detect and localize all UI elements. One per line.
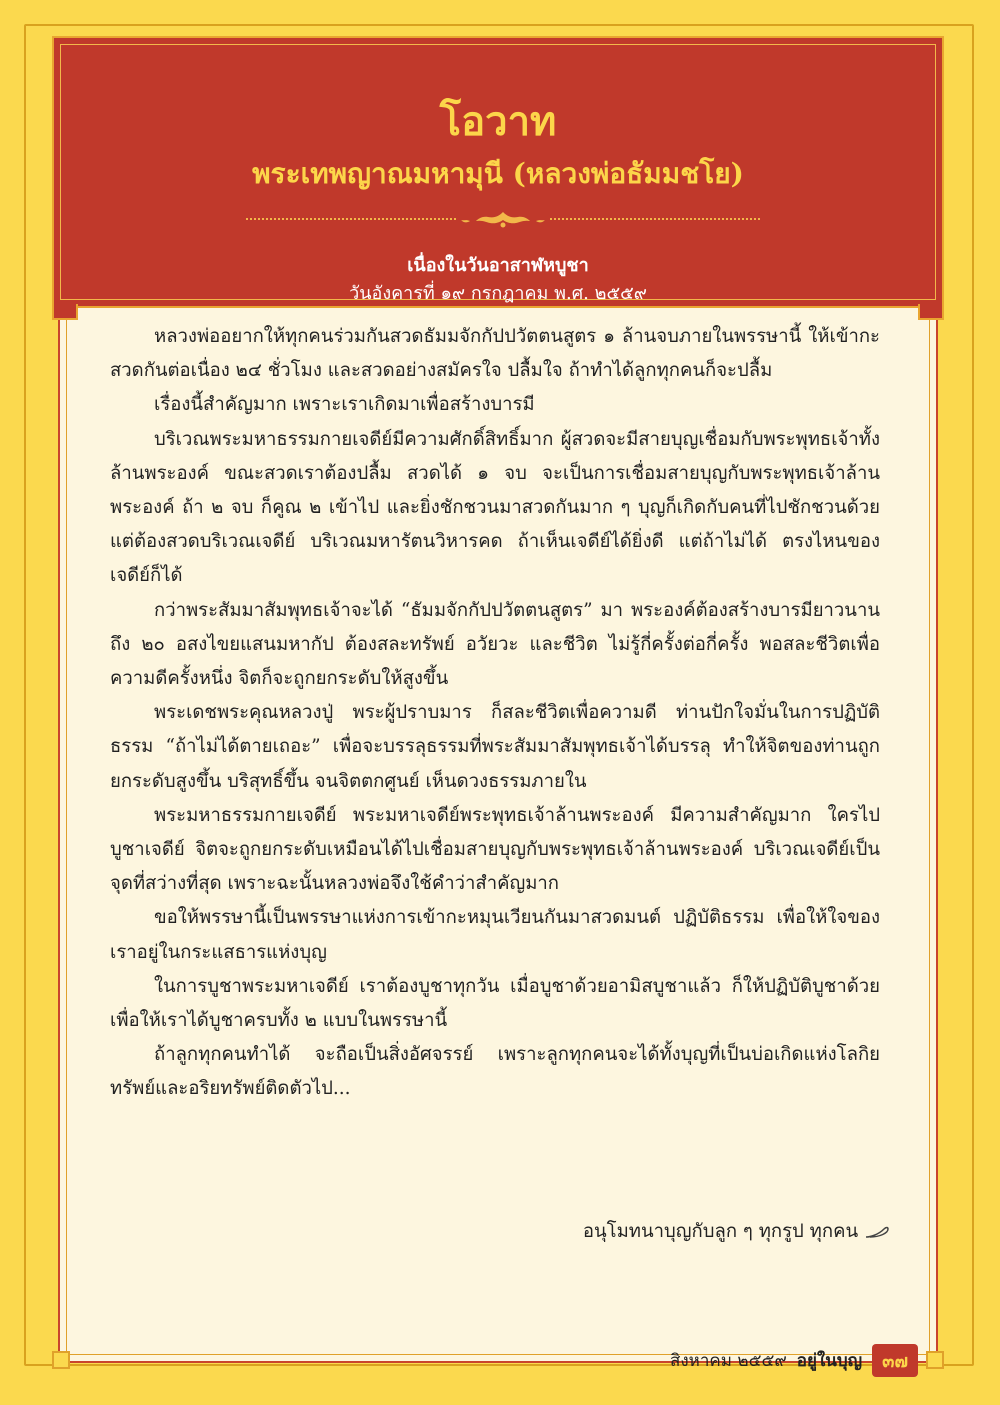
date-line: วันอังคารที่ ๑๙ กรกฎาคม พ.ศ. ๒๕๕๙	[349, 283, 647, 304]
paragraph: พระมหาธรรมกายเจดีย์ พระมหาเจดีย์พระพุทธเจ้าล้านพระองค์ มีความสำคัญมาก ใครไปบูชาเจดีย์ จิตจะถูกยกระดับเหมือนได้ไปเชื่อมสายบุญกับพระพุทธเจ้าล้านพระองค์ บริเวณเจดีย์เป็นจุดที่สว่างที่สุด เพราะฉะนั้นหลวงพ่อจึงใช้คำว่าสำคัญมาก	[110, 804, 880, 895]
sign-off	[583, 1217, 890, 1246]
paragraph: ถ้าลูกทุกคนทำได้ จะถือเป็นสิ่งอัศจรรย์ เพราะลูกทุกคนจะได้ทั้งบุญที่เป็นบ่อเกิดแห่งโลกิยทรัพย์และอริยทรัพย์ติดตัวไป...	[110, 1044, 880, 1100]
paragraph: หลวงพ่ออยากให้ทุกคนร่วมกันสวดธัมมจักกัปปวัตตนสูตร ๑ ล้านจบภายในพรรษานี้ ให้เข้ากะสวดกันต่อเนื่อง ๒๔ ชั่วโมง และสวดอย่างสมัครใจ ปลื้มใจ ถ้าทำได้ลูกทุกคนก็จะปลื้ม	[110, 326, 880, 382]
paragraph: ในการบูชาพระมหาเจดีย์ เราต้องบูชาทุกวัน เมื่อบูชาด้วยอามิสบูชาแล้ว ก็ให้ปฏิบัติบูชาด้วย เพื่อให้เราได้บูชาครบทั้ง ๒ แบบในพรรษานี้	[110, 975, 880, 1032]
end-mark-icon	[864, 1225, 890, 1239]
corner-ornament	[52, 1351, 70, 1369]
paragraph: พระเดชพระคุณหลวงปู่ พระผู้ปราบมาร ก็สละชีวิตเพื่อความดี ท่านปักใจมั่นในการปฏิบัติธรรม “ถ้าไม่ได้ตายเถอะ” เพื่อจะบรรลุธรรมที่พระสัมมาสัมพุทธเจ้าได้บรรลุ ทำให้จิตของท่านถูกยกระดับสูงขึ้น บริสุทธิ์ขึ้น จนจิตตกศูนย์ เห็นดวงธรรมภายใน	[110, 702, 880, 792]
paragraph: บริเวณพระมหาธรรมกายเจดีย์มีความศักดิ์สิทธิ์มาก ผู้สวดจะมีสายบุญเชื่อมกับพระพุทธเจ้าทั้งล้านพระองค์ ขณะสวดเราต้องปลื้ม สวดได้ ๑ จบ จะเป็นการเชื่อมสายบุญกับพระพุทธเจ้าล้านพระองค์ ถ้า ๒ จบ ก็คูณ ๒ เข้าไป และยิ่งชักชวนมาสวดกันมาก ๆ บุญก็เกิดกับคนที่ไปชักชวนด้วย แต่ต้องสวดบริเวณเจดีย์ บริเวณมหารัตนวิหารคด ถ้าเห็นเจดีย์ได้ยิ่งดี แต่ถ้าไม่ได้ ตรงไหนของเจดีย์ก็ได้	[110, 428, 880, 587]
paragraph: เรื่องนี้สำคัญมาก เพราะเราเกิดมาเพื่อสร้างบารมี	[154, 394, 535, 416]
occasion-heading: เนื่องในวันอาสาฬหบูชา	[407, 255, 589, 276]
sermon-body	[110, 320, 880, 1107]
page-subtitle: พระเทพญาณมหามุนี (หลวงพ่อธัมมชโย)	[252, 157, 744, 190]
page-number: ๓๗	[872, 1344, 918, 1377]
ornamental-divider	[246, 209, 760, 229]
header-banner	[52, 36, 944, 308]
flourish-icon	[458, 209, 548, 231]
sign-off-text: อนุโมทนาบุญกับลูก ๆ ทุกรูป ทุกคน	[582, 1221, 859, 1242]
page-footer	[670, 1345, 918, 1375]
paragraph: กว่าพระสัมมาสัมพุทธเจ้าจะได้ “ธัมมจักกัปปวัตตนสูตร” มา พระองค์ต้องสร้างบารมียาวนานถึง ๒๐ อสงไขยแสนมหากัป ต้องสละทรัพย์ อวัยวะ และชีวิต ไม่รู้กี่ครั้งต่อกี่ครั้ง พอสละชีวิตเพื่อความดีครั้งหนึ่ง จิตก็จะถูกยกระดับให้สูงขึ้น	[110, 599, 880, 690]
paragraph: ขอให้พรรษานี้เป็นพรรษาแห่งการเข้ากะหมุนเวียนกันมาสวดมนต์ ปฏิบัติธรรม เพื่อให้ใจของเราอยู่ในกระแสธารแห่งบุญ	[110, 907, 880, 963]
magazine-name: อยู่ในบุญ	[796, 1350, 863, 1371]
page-title: โอวาท	[439, 98, 557, 145]
issue-date: สิงหาคม ๒๕๕๙	[669, 1350, 787, 1371]
corner-ornament	[926, 1351, 944, 1369]
